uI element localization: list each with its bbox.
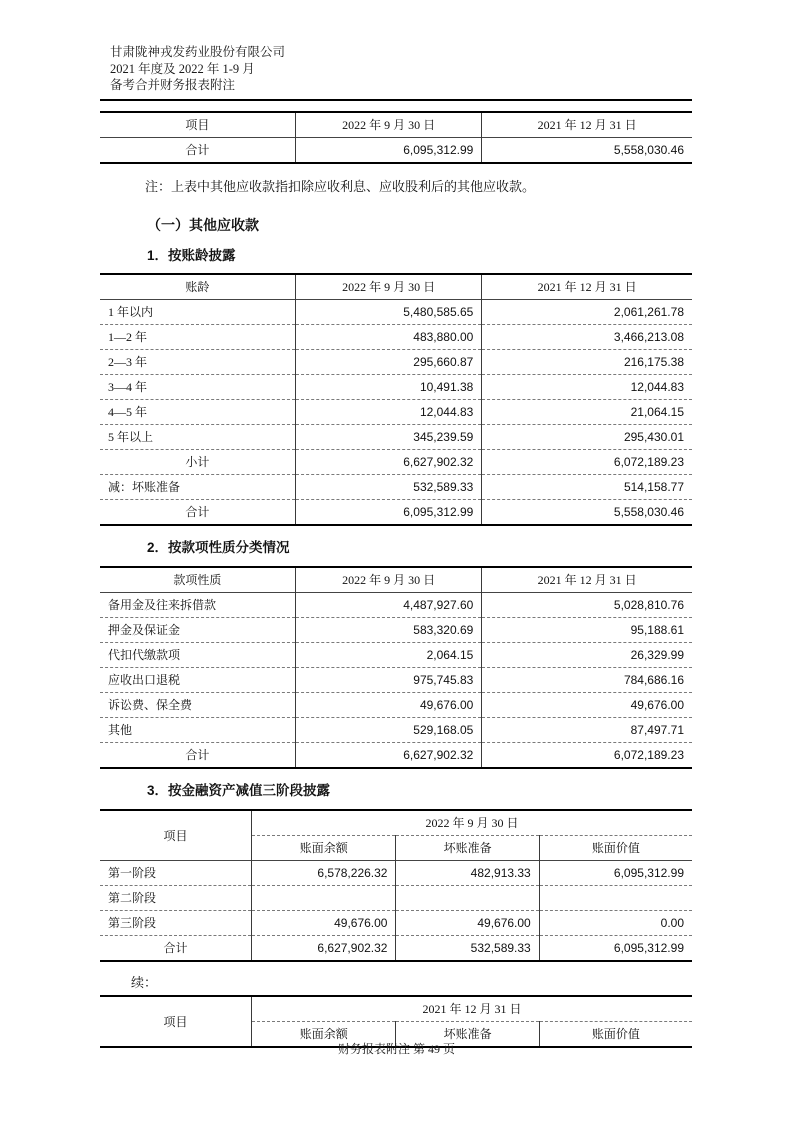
column-header-book-value: 账面价值 (539, 1021, 692, 1047)
value-cell (396, 885, 539, 910)
value-cell: 6,095,312.99 (295, 137, 481, 163)
value-cell: 49,676.00 (396, 910, 539, 935)
column-header-date-2022: 2022 年 9 月 30 日 (295, 567, 481, 593)
value-cell: 784,686.16 (482, 667, 692, 692)
table-row (100, 667, 692, 692)
company-name: 甘肃陇神戎发药业股份有限公司 (110, 45, 286, 59)
report-title: 备考合并财务报表附注 (110, 78, 236, 92)
table-row (100, 592, 692, 617)
value-cell: 532,589.33 (295, 474, 481, 499)
report-period: 2021 年度及 2022 年 1-9 月 (110, 61, 255, 76)
value-cell: 345,239.59 (295, 424, 481, 449)
table-row (100, 349, 692, 374)
page-content (100, 44, 692, 1048)
total-row (100, 935, 692, 961)
value-cell: 12,044.83 (295, 399, 481, 424)
column-header-date-2021: 2021 年 12 月 31 日 (482, 112, 692, 138)
row-label: 1 年以内 (100, 299, 295, 324)
page-footer: 财务报表附注 第 49 页 (337, 1042, 455, 1056)
stages-table-2022 (100, 809, 692, 962)
row-label: 合计 (100, 499, 295, 525)
table-row (100, 617, 692, 642)
summary-total-row (100, 137, 692, 163)
table-row (100, 910, 692, 935)
total-row (100, 742, 692, 768)
value-cell: 5,480,585.65 (295, 299, 481, 324)
value-cell: 2,061,261.78 (482, 299, 692, 324)
value-cell: 6,627,902.32 (295, 449, 481, 474)
column-header-item: 项目 (163, 1014, 188, 1029)
column-header-book-balance: 账面余额 (252, 835, 396, 860)
column-header-book-value: 账面价值 (539, 835, 692, 860)
value-cell: 5,028,810.76 (482, 592, 692, 617)
row-label: 4—5 年 (100, 399, 295, 424)
stages-header-row-date (100, 810, 692, 836)
value-cell: 10,491.38 (295, 374, 481, 399)
row-label: 第三阶段 (100, 910, 252, 935)
value-cell: 532,589.33 (396, 935, 539, 961)
row-label: 5 年以上 (100, 424, 295, 449)
subsection-heading-nature: 2．按款项性质分类情况 (147, 539, 290, 555)
value-cell: 482,913.33 (396, 860, 539, 885)
row-label: 押金及保证金 (100, 617, 295, 642)
value-cell: 0.00 (539, 910, 692, 935)
nature-header-row (100, 567, 692, 593)
value-cell: 295,660.87 (295, 349, 481, 374)
row-label: 合计 (100, 935, 252, 961)
value-cell: 6,072,189.23 (482, 742, 692, 768)
value-cell: 514,158.77 (482, 474, 692, 499)
table-row (100, 424, 692, 449)
row-label: 备用金及往来拆借款 (100, 592, 295, 617)
value-cell: 6,072,189.23 (482, 449, 692, 474)
row-label: 合计 (100, 742, 295, 768)
summary-header-row (100, 112, 692, 138)
value-cell (539, 885, 692, 910)
value-cell: 6,095,312.99 (295, 499, 481, 525)
value-cell: 49,676.00 (295, 692, 481, 717)
column-header-bad-debt-provision: 坏账准备 (396, 1021, 539, 1047)
table-row (100, 885, 692, 910)
value-cell (252, 885, 396, 910)
value-cell: 6,627,902.32 (252, 935, 396, 961)
value-cell: 583,320.69 (295, 617, 481, 642)
value-cell: 49,676.00 (482, 692, 692, 717)
nature-table (100, 566, 692, 769)
column-header-date-2021: 2021 年 12 月 31 日 (482, 274, 692, 300)
table-row (100, 860, 692, 885)
value-cell: 295,430.01 (482, 424, 692, 449)
row-label: 减：坏账准备 (100, 474, 295, 499)
continued-label: 续： (131, 974, 158, 990)
row-label: 3—4 年 (100, 374, 295, 399)
column-header-date-2021: 2021 年 12 月 31 日 (252, 996, 692, 1022)
table-row (100, 324, 692, 349)
note-text: 注：上表中其他应收款指扣除应收利息、应收股利后的其他应收款。 (145, 178, 536, 194)
total-row (100, 499, 692, 525)
column-header-date-2022: 2022 年 9 月 30 日 (252, 810, 692, 836)
column-header-item: 项目 (185, 118, 210, 132)
value-cell: 95,188.61 (482, 617, 692, 642)
row-label: 第一阶段 (100, 860, 252, 885)
value-cell: 6,095,312.99 (539, 935, 692, 961)
value-cell: 6,095,312.99 (539, 860, 692, 885)
row-label: 诉讼费、保全费 (100, 692, 295, 717)
row-label: 其他 (100, 717, 295, 742)
column-header-bad-debt-provision: 坏账准备 (396, 835, 539, 860)
row-label: 1—2 年 (100, 324, 295, 349)
value-cell: 216,175.38 (482, 349, 692, 374)
column-header-date-2022: 2022 年 9 月 30 日 (295, 274, 481, 300)
value-cell: 3,466,213.08 (482, 324, 692, 349)
row-label: 代扣代缴款项 (100, 642, 295, 667)
subsection-heading-aging: 1．按账龄披露 (147, 247, 236, 263)
table-row (100, 692, 692, 717)
row-label: 2—3 年 (100, 349, 295, 374)
value-cell: 5,558,030.46 (482, 137, 692, 163)
column-header-book-balance: 账面余额 (252, 1021, 396, 1047)
column-header-nature: 款项性质 (173, 573, 222, 587)
aging-table (100, 273, 692, 526)
value-cell: 87,497.71 (482, 717, 692, 742)
subtotal-row (100, 449, 692, 474)
value-cell: 483,880.00 (295, 324, 481, 349)
value-cell: 5,558,030.46 (482, 499, 692, 525)
value-cell: 21,064.15 (482, 399, 692, 424)
header-divider (100, 99, 692, 101)
subsection-heading-stages: 3．按金融资产减值三阶段披露 (147, 782, 331, 798)
row-label: 应收出口退税 (100, 667, 295, 692)
column-header-date-2021: 2021 年 12 月 31 日 (482, 567, 692, 593)
row-label: 小计 (100, 449, 295, 474)
value-cell: 6,578,226.32 (252, 860, 396, 885)
value-cell: 529,168.05 (295, 717, 481, 742)
document-header (100, 44, 692, 94)
table-row (100, 717, 692, 742)
aging-header-row (100, 274, 692, 300)
stages-header-row-date (100, 996, 692, 1022)
value-cell: 26,329.99 (482, 642, 692, 667)
section-heading-other-receivables: （一）其他应收款 (147, 216, 259, 233)
value-cell: 975,745.83 (295, 667, 481, 692)
value-cell: 4,487,927.60 (295, 592, 481, 617)
row-label: 合计 (100, 137, 295, 163)
row-label: 第二阶段 (100, 885, 252, 910)
table-row (100, 642, 692, 667)
value-cell: 2,064.15 (295, 642, 481, 667)
value-cell: 6,627,902.32 (295, 742, 481, 768)
table-row (100, 299, 692, 324)
column-header-aging: 账龄 (185, 280, 210, 294)
summary-table (100, 111, 692, 164)
column-header-item: 项目 (163, 828, 188, 843)
table-row (100, 399, 692, 424)
table-row (100, 374, 692, 399)
value-cell: 12,044.83 (482, 374, 692, 399)
column-header-date-2022: 2022 年 9 月 30 日 (295, 112, 481, 138)
value-cell: 49,676.00 (252, 910, 396, 935)
table-row (100, 474, 692, 499)
